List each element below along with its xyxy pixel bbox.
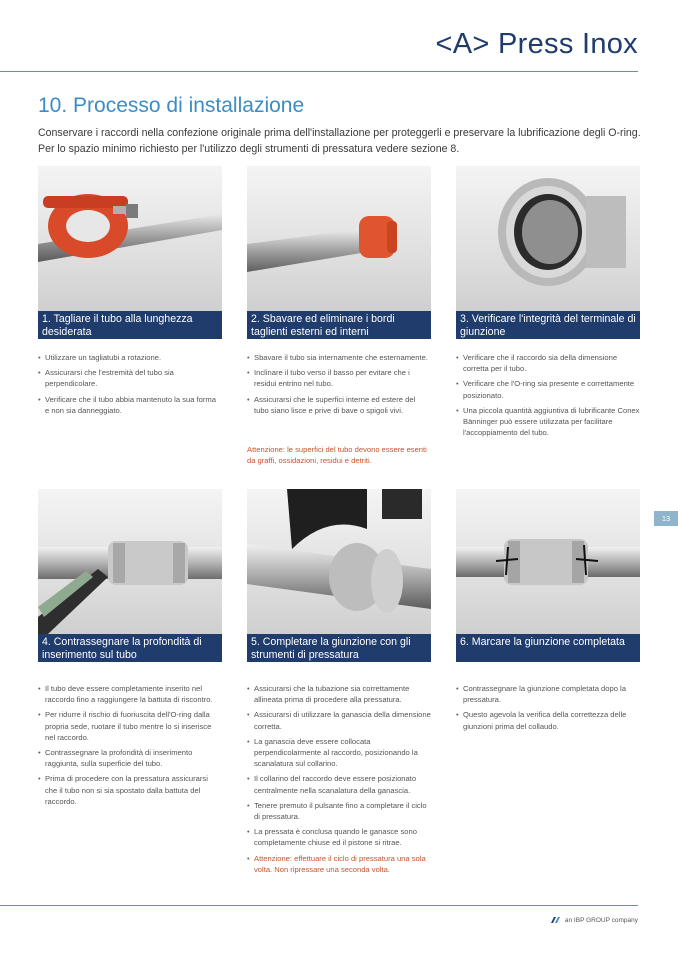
bullet: • Prima di procedere con la pressatura assicurarsi che il tubo non si sia spostato dalla battuta del raccordo. [38,773,222,807]
step-bullets [456,683,640,736]
step-bullets [38,352,222,420]
bullet: • Contrassegnare la giunzione completata dopo la pressatura. [456,683,640,705]
bullet: • Verificare che il raccordo sia della dimensione corretta per il tubo. [456,352,640,374]
bullet: • Il tubo deve essere completamente inserito nel raccordo fino a raggiungere la battuta di riscontro. [38,683,222,705]
bullet: • Contrassegnare la profondità di inserimento raggiunta, sulla superficie del tubo. [38,747,222,769]
bullet: • Tenere premuto il pulsante fino a completare il ciclo di pressatura. [247,800,431,822]
footer-company: an IBP GROUP company [564,917,638,924]
photo-marked-joint [456,489,640,634]
bullet: • Questo agevola la verifica della correttezza delle giunzioni prima del collaudo. [456,709,640,731]
step-caption: 2. Sbavare ed eliminare i bordi taglienti esterni ed interni [247,311,431,339]
step-caption: 4. Contrassegnare la profondità di inserimento sul tubo [38,634,222,662]
step-caption: 1. Tagliare il tubo alla lunghezza desiderata [38,311,222,339]
step-bullets [456,352,640,442]
step-caption: 5. Completare la giunzione con gli strumenti di pressatura [247,634,431,662]
bullet: • Per ridurre il rischio di fuoriuscita dell'O-ring dalla propria sede, ruotare il tubo mentre lo si inserisce nel raccordo. [38,709,222,743]
footer [551,917,638,924]
step-caption: 3. Verificare l'integrità del terminale di giunzione [456,311,640,339]
step-bullets [247,352,431,420]
bullet: • La ganascia deve essere collocata perpendicolarmente al raccordo, posizionando la scanalatura sul collarino. [247,736,431,770]
photo-marking-depth [38,489,222,634]
footer-divider [0,905,638,906]
step-caption: 6. Marcare la giunzione completata [456,634,640,662]
ibp-logo-icon [551,917,562,923]
step-bullets [38,683,222,811]
section-intro: Conservare i raccordi nella confezione originale prima dell'installazione per proteggerli e preservare la lubrificazione degli O-ring. Per lo spazio minimo richiesto per l'utilizzo degli strumenti di pressatura vedere sezione 8. [38,127,641,155]
bullet: • Utilizzare un tagliatubi a rotazione. [38,352,222,363]
bullet: • Una piccola quantità aggiuntiva di lubrificante Conex Bänninger può essere utilizzata per facilitare l'accoppiamento del tubo. [456,405,640,439]
step-bullets [247,683,431,879]
section-title: 10. Processo di installazione [38,94,305,117]
bullet: • Verificare che il tubo abbia mantenuto la sua forma e non sia danneggiato. [38,394,222,416]
brand-title: <A> Press Inox [435,28,638,60]
bullet: • Assicurarsi che la tubazione sia correttamente allineata prima di procedere alla pressatura. [247,683,431,705]
bullet: • Assicurarsi che l'estremità del tubo sia perpendicolare. [38,367,222,389]
photo-press-jaw [247,489,431,634]
bullet: • Assicurarsi di utilizzare la ganascia della dimensione corretta. [247,709,431,731]
page-number-tab: 13 [654,511,678,526]
bullet: • Assicurarsi che le superfici interne ed estere del tubo siano lisce e prive di bave o spigoli vivi. [247,394,431,416]
bullet: • Sbavare il tubo sia internamente che esternamente. [247,352,431,363]
photo-pipe-cutter [38,166,222,311]
photo-deburring [247,166,431,311]
bullet: • La pressata è conclusa quando le ganasce sono completamente chiuse ed il pistone si ritrae. [247,826,431,848]
bullet: • Inclinare il tubo verso il basso per evitare che i residui entrino nel tubo. [247,367,431,389]
bullet: • Il collarino del raccordo deve essere posizionato centralmente nella scanalatura della ganascia. [247,773,431,795]
bullet: • Verificare che l'O-ring sia presente e correttamente posizionato. [456,378,640,400]
photo-fitting-end [456,166,640,311]
step-warning: Attenzione: le superfici del tubo devono essere esenti da graffi, ossidazioni, residui e detriti. [247,445,427,466]
header-divider [0,71,638,72]
bullet-warning: • Attenzione: effettuare il ciclo di pressatura una sola volta. Non ripressare una seconda volta. [247,853,431,875]
